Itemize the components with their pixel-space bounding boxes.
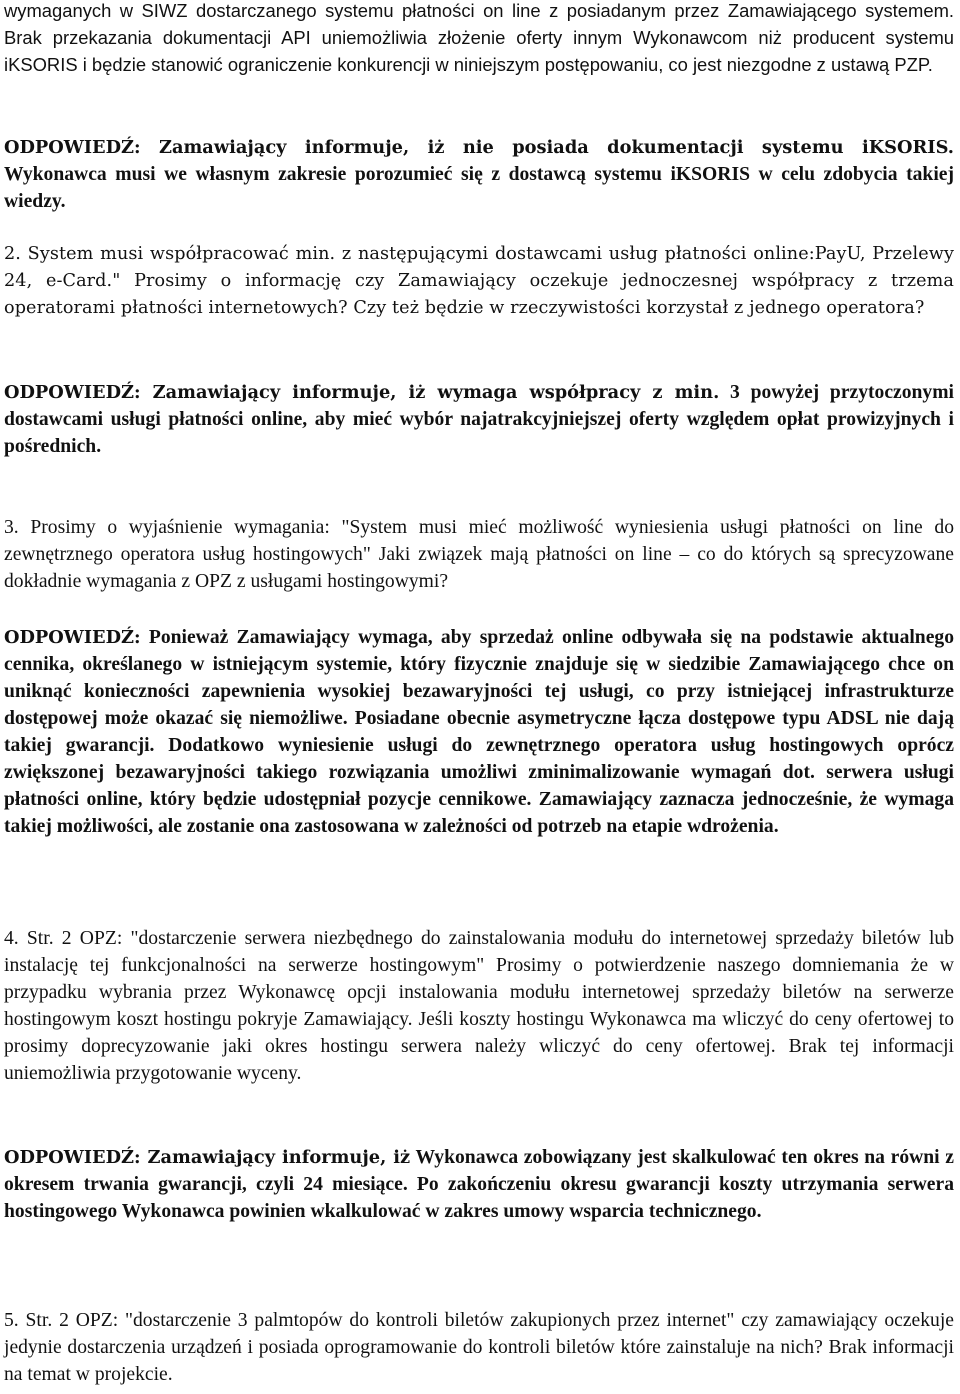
- question-4: 4. Str. 2 OPZ: "dostarczenie serwera niezbędnego do zainstalowania modułu do internetowej sprzedaży biletów lub instalację tej funkcjonalności na serwerze hostingowym" Prosimy o potwierdzenie naszego domniemania że w przypadku wybrania przez Wykonawcę opcji instalowania modułu internetowej sprzedaży biletów na serwerze hostingowym koszt hostingu pokryje Zamawiający. Jeśli koszty hostingu Wykonawca ma wliczyć do ceny ofertowej to prosimy doprecyzowanie jaki okres hostingu serwera należy wliczyć do ceny ofertowej. Brak tej informacji uniemożliwia przygotowanie wyceny.: [4, 928, 954, 1084]
- answer-2-head: ODPOWIEDŹ: Zamawiający informuje, iż wymaga współpracy z min.: [4, 382, 720, 403]
- question-2: 2. System musi współpracować min. z następującymi dostawcami usług płatności online:PayU, Przelewy 24, e-Card." Prosimy o informację czy Zamawiający oczekuje jednoczesnej współpracy z trzema operatorami płatności internetowych? Czy też będzie w rzeczywistości korzystał z jednego operatora?: [4, 244, 954, 318]
- answer-1: [4, 134, 954, 215]
- question-3: 3. Prosimy o wyjaśnienie wymagania: "System musi mieć możliwość wyniesienia usługi płatności on line do zewnętrznego operatora usług hostingowych" Jaki związek mają płatności on line – co do których są sprecyzowane dokładnie wymagania z OPZ z usługami hostingowymi?: [4, 517, 954, 592]
- answer-2: [4, 379, 954, 460]
- answer-3-head: ODPOWIEDŹ:: [4, 627, 141, 648]
- question-5: 5. Str. 2 OPZ: "dostarczenie 3 palmtopów do kontroli biletów zakupionych przez internet" czy zamawiający oczekuje jedynie dostarczenia urządzeń i posiada oprogramowanie do kontroli biletów które zainstaluje na nich? Brak informacji na temat w projekcie.: [4, 1310, 954, 1385]
- answer-2-body: 3 powyżej przytoczonymi dostawcami usługi płatności online, aby mieć wybór najatrakcyjniejszej oferty względem opłat prowizyjnych i pośrednich.: [4, 382, 954, 457]
- paragraph-intro: wymaganych w SIWZ dostarczanego systemu płatności on line z posiadanym przez Zamawiającego systemem. Brak przekazania dokumentacji API uniemożliwia złożenie oferty innym Wykonawcom niż producent systemu iKSORIS i będzie stanowić ograniczenie konkurencji w niniejszym postępowaniu, co jest niezgodne z ustawą PZP.: [4, 0, 954, 75]
- answer-1-head: ODPOWIEDŹ: Zamawiający informuje, iż nie posiada dokumentacji systemu iKSORIS.: [4, 137, 954, 158]
- answer-4-body: Wykonawca zobowiązany jest skalkulować ten okres na równi z okresem trwania gwarancji, czyli 24 miesiące. Po zakończeniu okresu gwarancji koszty utrzymania serwera hostingowego Wykonawca powinien wkalkulować w zakres umowy wsparcia technicznego.: [4, 1147, 954, 1222]
- answer-4: [4, 1144, 954, 1225]
- answer-3: [4, 624, 954, 840]
- answer-3-body: Ponieważ Zamawiający wymaga, aby sprzedaż online odbywała się na podstawie aktualnego cennika, określanego w istniejącym systemie, który fizycznie znajduje się w siedzibie Zamawiającego chce on uniknąć konieczności zapewnienia wysokiej bezawaryjności tej usługi, co przy istniejącej infrastrukturze dostępowej może okazać się niemożliwe. Posiadane obecnie asymetryczne łącza dostępowe typu ADSL nie dają takiej gwarancji. Dodatkowo wyniesienie usługi do zewnętrznego operatora usług hostingowych oprócz zwiększonej bezawaryjności takiego rozwiązania umożliwi zminimalizowanie wymagań dot. serwera usługi płatności online, który będzie udostępniał pozycje cennikowe. Zamawiający zaznacza jednocześnie, że wymaga takiej możliwości, ale zostanie ona zastosowana w zależności od potrzeb na etapie wdrożenia.: [4, 627, 954, 837]
- answer-4-head: ODPOWIEDŹ: Zamawiający informuje, iż: [4, 1147, 411, 1168]
- answer-1-body: Wykonawca musi we własnym zakresie porozumieć się z dostawcą systemu iKSORIS w celu zdobycia takiej wiedzy.: [4, 164, 954, 212]
